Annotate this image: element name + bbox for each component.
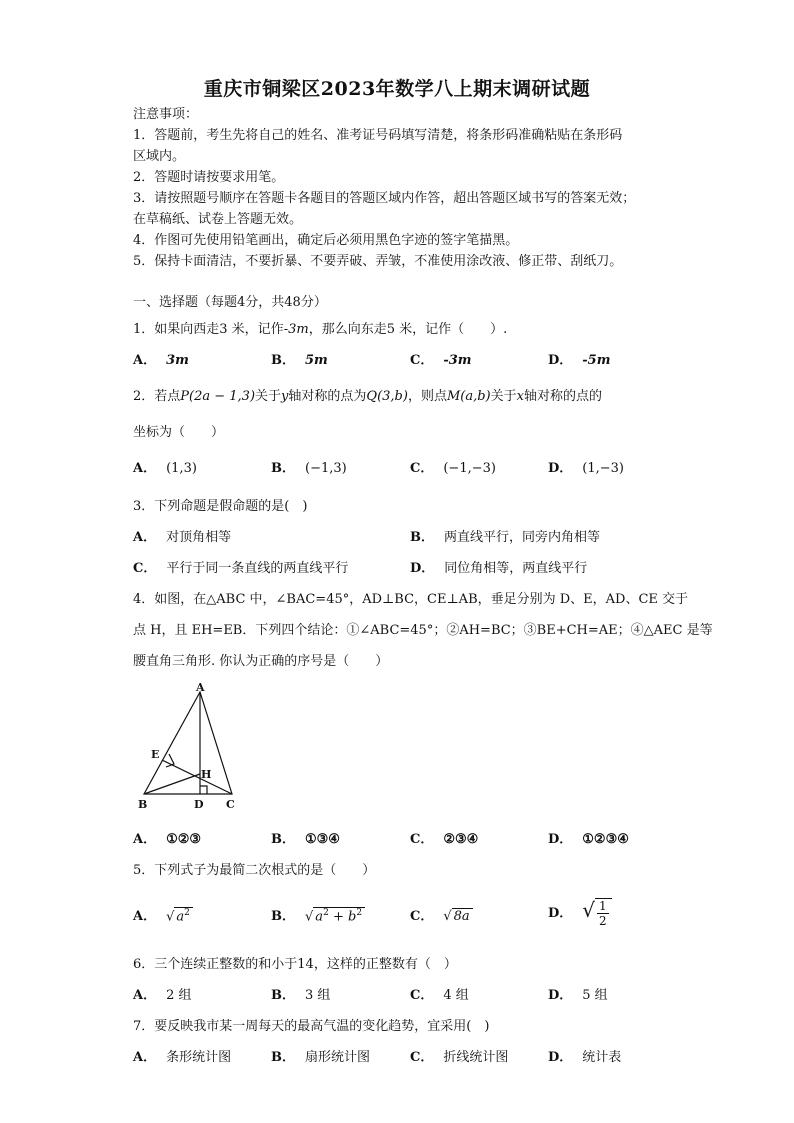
question-3-stem: 3．下列命题是假命题的是( ) <box>133 499 308 514</box>
notice-heading: 注意事项： <box>133 107 199 122</box>
q6-option-a[interactable]: A． 2 组 <box>133 988 192 1003</box>
right-angle-mark-e <box>166 754 174 767</box>
q6-option-b[interactable]: B． 3 组 <box>271 988 331 1003</box>
q1-option-c[interactable]: C． -3m <box>410 353 472 368</box>
segment-bh <box>144 774 200 794</box>
sqrt-8a: √ 8a <box>443 908 472 924</box>
q1-option-d[interactable]: D． -5m <box>548 353 611 368</box>
q2-option-a[interactable]: A． (1,3) <box>133 461 197 476</box>
question-7-stem: 7．要反映我市某一周每天的最高气温的变化趋势，宜采用( ) <box>133 1019 490 1034</box>
question-5-stem: 5．下列式子为最简二次根式的是（ ） <box>133 863 376 878</box>
q4-option-a[interactable]: A． ①②③ <box>133 832 202 847</box>
question-2-stem: 2．若点P(2a − 1,3)关于y轴对称的点为Q(3,b)，则点M(a,b)关于x轴对称的点的 <box>133 389 603 404</box>
notice-item: 区域内。 <box>133 149 186 164</box>
q4-option-d[interactable]: D． ①②③④ <box>548 832 629 847</box>
q3-option-a[interactable]: A． 对顶角相等 <box>133 530 232 545</box>
q2-option-b[interactable]: B． (−1,3) <box>271 461 347 476</box>
notice-item: 1．答题前，考生先将自己的姓名、准考证号码填写清楚，将条形码准确粘贴在条形码 <box>133 128 623 143</box>
q6-option-c[interactable]: C． 4 组 <box>410 988 469 1003</box>
q2-option-d[interactable]: D． (1,−3) <box>548 461 624 476</box>
section-heading: 一、选择题（每题4分，共48分） <box>133 295 327 310</box>
page-title: 重庆市铜梁区2023年数学八上期末调研试题 <box>203 78 591 100</box>
sqrt-a2-plus-b2: √ $a^2 + b^2$ <box>305 907 365 924</box>
sqrt-a-squared: √ $a^2$ <box>166 907 193 924</box>
notice-item: 2．答题时请按要求用笔。 <box>133 170 285 185</box>
triangle-figure <box>134 682 244 812</box>
q4-option-c[interactable]: C． ②③④ <box>410 832 479 847</box>
q2-option-c[interactable]: C． (−1,−3) <box>410 461 496 476</box>
q3-option-b[interactable]: B． 两直线平行，同旁内角相等 <box>410 530 601 545</box>
sqrt-one-half: √ $\frac{1}{2}$ <box>582 898 611 928</box>
q5-option-a[interactable]: A． √ $a^2$ <box>133 905 193 924</box>
q7-option-a[interactable]: A． 条形统计图 <box>133 1050 232 1065</box>
notice-item: 3．请按照题号顺序在答题卡各题目的答题区域内作答，超出答题区域书写的答案无效； <box>133 191 636 206</box>
question-1-stem: 1．如果向西走3 米，记作-3m，那么向东走5 米，记作（ ）. <box>133 322 508 337</box>
right-angle-mark-d <box>200 786 207 794</box>
notice-item: 4．作图可先使用铅笔画出，确定后必须用黑色字迹的签字笔描黑。 <box>133 233 519 248</box>
q1-option-b[interactable]: B． 5m <box>271 353 328 368</box>
label-b: B <box>138 798 148 811</box>
question-6-stem: 6．三个连续正整数的和小于14，这样的正整数有（ ） <box>133 957 457 972</box>
q4-option-b[interactable]: B． ①③④ <box>271 832 340 847</box>
q3-option-c[interactable]: C． 平行于同一条直线的两直线平行 <box>133 561 349 576</box>
question-2-stem-cont: 坐标为（ ） <box>133 425 225 440</box>
question-4-stem: 4．如图，在△ABC 中，∠BAC=45°，AD⊥BC，CE⊥AB，垂足分别为 D、E，AD、CE 交于 <box>133 592 689 607</box>
q5-option-d[interactable]: D． √ $\frac{1}{2}$ <box>548 898 612 928</box>
label-c: C <box>226 798 235 811</box>
q7-option-d[interactable]: D． 统计表 <box>548 1050 622 1065</box>
q7-option-b[interactable]: B． 扇形统计图 <box>271 1050 371 1065</box>
q5-option-b[interactable]: B． √ $a^2 + b^2$ <box>271 905 365 924</box>
label-a: A <box>196 682 205 694</box>
question-4-stem-cont: 腰直角三角形. 你认为正确的序号是（ ） <box>133 654 389 669</box>
question-4-stem-cont: 点 H，且 EH=EB．下列四个结论：①∠ABC=45°；②AH=BC；③BE+CH=AE；④△AEC 是等 <box>133 623 713 638</box>
q6-option-d[interactable]: D． 5 组 <box>548 988 608 1003</box>
q5-option-c[interactable]: C． √ 8a <box>410 905 473 924</box>
q3-option-d[interactable]: D． 同位角相等，两直线平行 <box>410 561 588 576</box>
q1-option-a[interactable]: A． 3m <box>133 353 189 368</box>
label-e: E <box>151 748 160 761</box>
label-d: D <box>194 798 204 811</box>
q7-option-c[interactable]: C． 折线统计图 <box>410 1050 509 1065</box>
notice-item: 5．保持卡面清洁，不要折暴、不要弄破、弄皱，不准使用涂改液、修正带、刮纸刀。 <box>133 254 623 269</box>
notice-item: 在草稿纸、试卷上答题无效。 <box>133 212 303 227</box>
label-h: H <box>201 768 212 781</box>
